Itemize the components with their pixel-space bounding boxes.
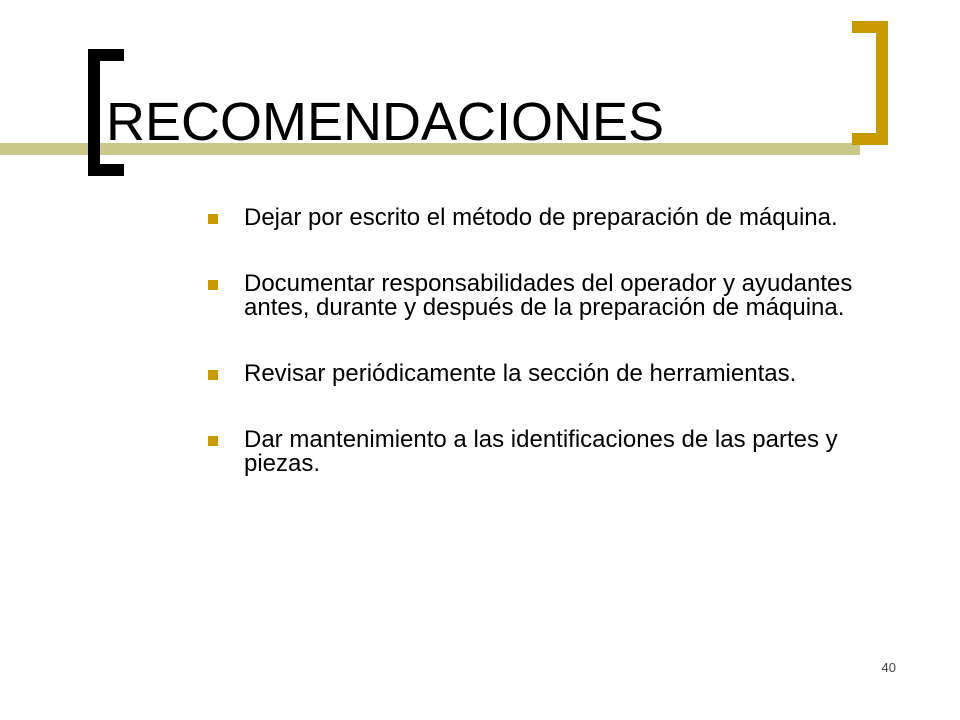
bullet-text: Dejar por escrito el método de preparación de máquina. [244, 204, 838, 231]
square-bullet-icon [208, 280, 218, 290]
left-bracket-vertical [88, 49, 100, 176]
bullet-item [206, 272, 866, 320]
right-bracket-bottom [852, 133, 888, 145]
page-number: 40 [881, 660, 896, 675]
bullet-item [206, 206, 866, 230]
bullet-list [206, 206, 866, 518]
square-bullet-icon [208, 370, 218, 380]
square-bullet-icon [208, 214, 218, 224]
bullet-text: Revisar periódicamente la sección de herramientas. [244, 360, 797, 387]
bullet-text: Documentar responsabilidades del operador y ayudantes antes, durante y después de la preparación de máquina. [244, 270, 853, 321]
bullet-item [206, 362, 866, 386]
bullet-item [206, 428, 866, 476]
left-bracket-top [88, 49, 124, 61]
slide-title: RECOMENDACIONES [106, 92, 665, 152]
bullet-text: Dar mantenimiento a las identificaciones de las partes y piezas. [244, 426, 838, 477]
right-bracket-top [852, 21, 888, 33]
left-bracket-bottom [88, 164, 124, 176]
right-bracket-vertical [876, 21, 888, 145]
square-bullet-icon [208, 436, 218, 446]
